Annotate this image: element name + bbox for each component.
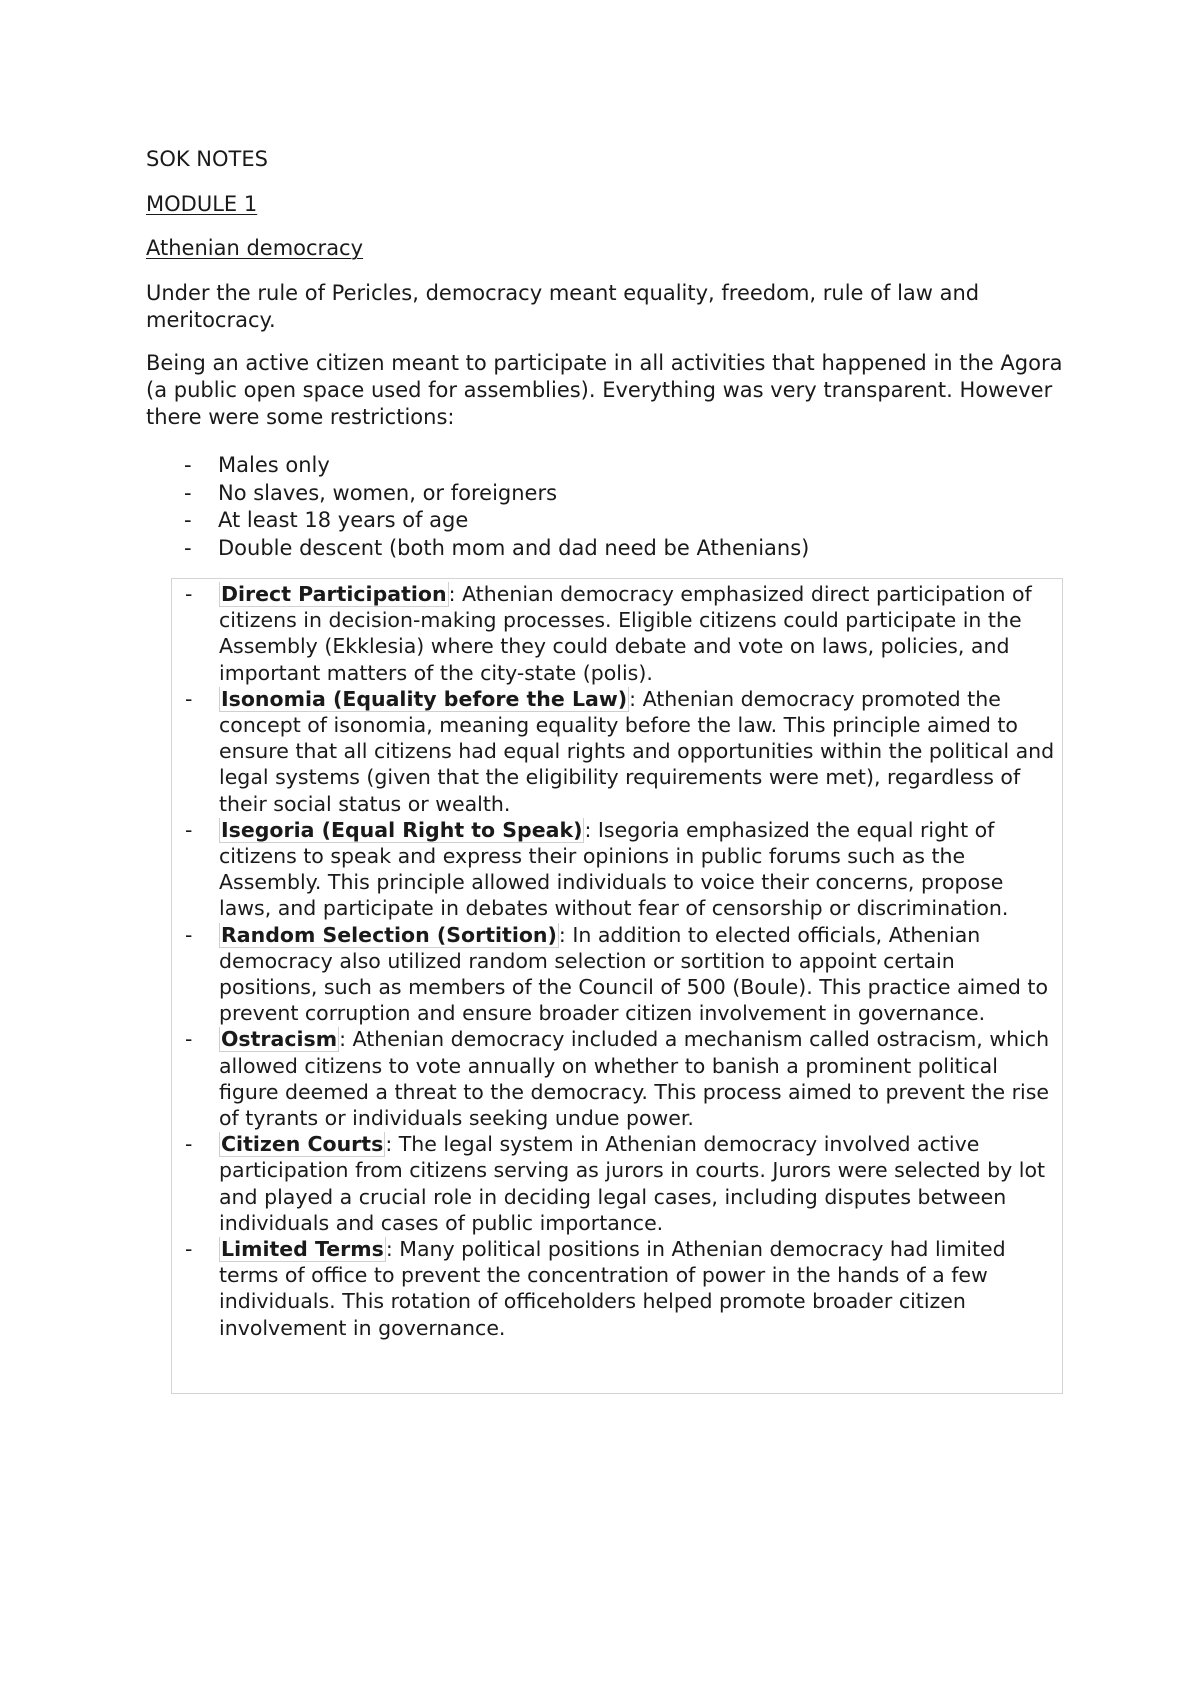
list-item-text: At least 18 years of age xyxy=(218,508,469,532)
bullet-dash: - xyxy=(185,1237,193,1262)
feature-term: Ostracism xyxy=(221,1027,338,1052)
feature-item-isonomia xyxy=(172,686,1062,817)
feature-term: Limited Terms xyxy=(221,1237,384,1262)
feature-text: : Athenian democracy promoted the concept of isonomia, meaning equality before the law. This principle aimed to ensure that all citizens had equal rights and opportunities within the political and legal systems (given that the eligibility requirements were met), regardless of their social status or wealth. xyxy=(219,686,1055,816)
feature-term: Citizen Courts xyxy=(221,1132,384,1157)
feature-text: : The legal system in Athenian democracy involved active participation from citizens serving as jurors in courts. Jurors were selected by lot and played a crucial role in deciding legal cases, including disputes between individuals and cases of public importance. xyxy=(219,1132,1046,1235)
bullet-dash: - xyxy=(184,453,192,477)
bullet-dash: - xyxy=(184,508,192,532)
bullet-dash: - xyxy=(185,686,193,711)
restrictions-list xyxy=(146,452,1066,562)
feature-term: Isonomia (Equality before the Law) xyxy=(221,686,628,711)
bullet-dash: - xyxy=(185,1027,193,1052)
feature-text: : Many political positions in Athenian democracy had limited terms of office to prevent the concentration of power in the hands of a few individuals. This rotation of officeholders helped promote broader citizen involvement in governance. xyxy=(219,1237,1006,1340)
bullet-dash: - xyxy=(185,1132,193,1157)
feature-item-limited-terms xyxy=(172,1236,1062,1341)
list-item xyxy=(146,507,1066,535)
feature-term: Random Selection (Sortition) xyxy=(221,922,557,947)
list-item-text: No slaves, women, or foreigners xyxy=(218,480,558,505)
paragraph-pericles: Under the rule of Pericles, democracy meant equality, freedom, rule of law and meritocracy. xyxy=(146,281,980,332)
bullet-dash: - xyxy=(185,817,193,842)
bullet-dash: - xyxy=(184,480,192,505)
paragraph-active-citizen: Being an active citizen meant to participate in all activities that happened in the Agora (a public open space used for assemblies). Everything was very transparent. However there were some restrictions: xyxy=(146,351,1063,429)
feature-item-ostracism xyxy=(172,1026,1062,1131)
list-item-text: Males only xyxy=(218,453,330,477)
module-heading: MODULE 1 xyxy=(146,192,258,216)
feature-item-isegoria xyxy=(172,817,1062,922)
list-item-text: Double descent (both mom and dad need be Athenians) xyxy=(218,535,810,560)
document-title: SOK NOTES xyxy=(146,147,268,171)
feature-text: : Isegoria emphasized the equal right of citizens to speak and express their opinions in public forums such as the Assembly. This principle allowed individuals to voice their concerns, propose laws, and participate in debates without fear of censorship or discrimination. xyxy=(219,817,1009,921)
feature-item-random-selection xyxy=(172,922,1062,1027)
feature-text: : In addition to elected officials, Athenian democracy also utilized random selection or sortition to appoint certain positions, such as members of the Council of 500 (Boule). This practice aimed to prevent corruption and ensure broader citizen involvement in governance. xyxy=(219,922,1048,1026)
features-list xyxy=(172,581,1062,1341)
feature-item-direct-participation xyxy=(172,581,1062,686)
features-box xyxy=(171,578,1063,1394)
bullet-dash: - xyxy=(185,922,193,947)
bullet-dash: - xyxy=(185,582,193,606)
bullet-dash: - xyxy=(184,535,192,560)
list-item xyxy=(146,480,1066,508)
feature-term: Isegoria (Equal Right to Speak) xyxy=(221,817,583,842)
list-item xyxy=(146,535,1066,563)
feature-item-citizen-courts xyxy=(172,1131,1062,1236)
list-item xyxy=(146,452,1066,480)
section-heading: Athenian democracy xyxy=(146,236,364,260)
feature-text: : Athenian democracy included a mechanism called ostracism, which allowed citizens to vote annually on whether to banish a prominent political figure deemed a threat to the democracy. This process aimed to prevent the rise of tyrants or individuals seeking undue power. xyxy=(219,1027,1050,1131)
feature-term: Direct Participation xyxy=(221,582,447,606)
feature-text: : Athenian democracy emphasized direct participation of citizens in decision-making processes. Eligible citizens could participate in the Assembly (Ekklesia) where they could debate and vote on laws, policies, and important matters of the city-state (polis). xyxy=(219,582,1032,685)
